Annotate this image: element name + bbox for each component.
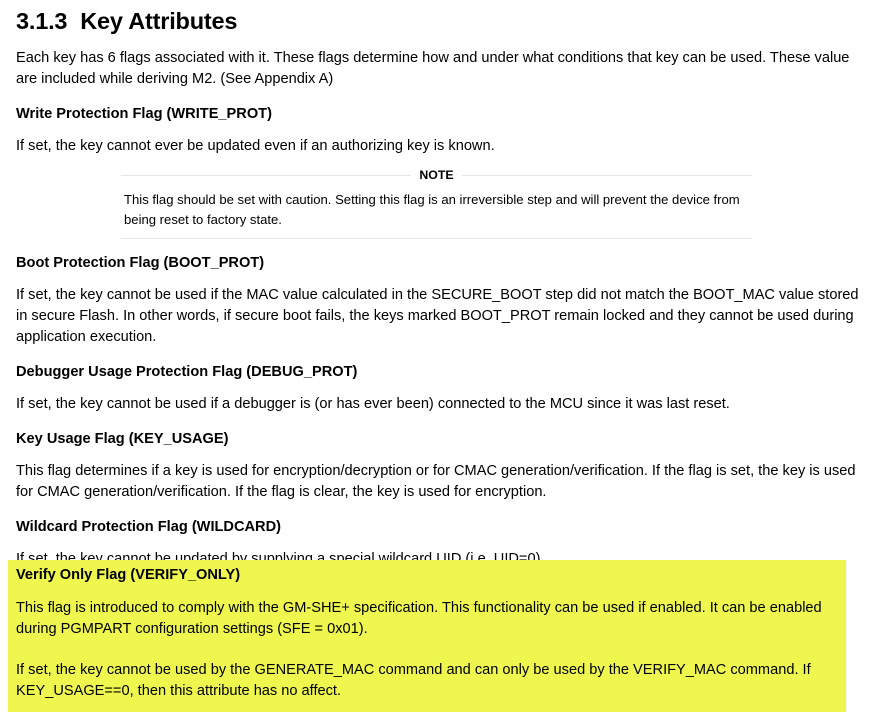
heading-key-usage: Key Usage Flag (KEY_USAGE): [16, 431, 229, 448]
note-rule-right: [462, 175, 752, 176]
paragraph-key-usage: This flag determines if a key is used for encryption/decryption or for CMAC generation/verification. If the flag is set, the key is used for CMAC generation/verification. If the flag is clear, the key is used for encryption.: [16, 463, 856, 501]
heading-write-prot: Write Protection Flag (WRITE_PROT): [16, 106, 272, 123]
heading-boot-prot: Boot Protection Flag (BOOT_PROT): [16, 255, 265, 272]
note-callout: [16, 167, 863, 239]
highlighted-section-verify-only: [8, 560, 846, 712]
section-title-text: Key Attributes: [80, 8, 238, 34]
heading-debug-prot: Debugger Usage Protection Flag (DEBUG_PROT): [16, 364, 358, 381]
page-title: [16, 0, 863, 35]
note-body-text: This flag should be set with caution. Setting this flag is an irreversible step and will prevent the device from being reset to factory state.: [124, 192, 740, 228]
heading-wildcard: Wildcard Protection Flag (WILDCARD): [16, 519, 281, 536]
note-rule-left: [121, 175, 411, 176]
heading-verify-only: Verify Only Flag (VERIFY_ONLY): [16, 567, 241, 583]
section-number: 3.1.3: [16, 8, 68, 34]
note-header: [121, 167, 752, 183]
intro-paragraph: Each key has 6 flags associated with it. These flags determine how and under what conditions that key can be used. These value are included while deriving M2. (See Appendix A): [16, 50, 850, 88]
paragraph-write-prot: If set, the key cannot ever be updated even if an authorizing key is known.: [16, 138, 495, 155]
paragraph-verify-only-1: This flag is introduced to comply with the GM-SHE+ specification. This functionality can be used if enabled. It can be enabled during PGMPART configuration settings (SFE = 0x01).: [16, 600, 822, 637]
paragraph-boot-prot: If set, the key cannot be used if the MAC value calculated in the SECURE_BOOT step did not match the BOOT_MAC value stored in secure Flash. In other words, if secure boot fails, the keys marked BOOT_PROT remain locked and they cannot be used during application execution.: [16, 287, 859, 346]
paragraph-verify-only-2: If set, the key cannot be used by the GENERATE_MAC command and can only be used by the VERIFY_MAC command. If KEY_USAGE==0, then this attribute has no affect.: [16, 662, 811, 699]
paragraph-debug-prot: If set, the key cannot be used if a debugger is (or has ever been) connected to the MCU since it was last reset.: [16, 396, 730, 413]
note-label: NOTE: [419, 168, 454, 183]
